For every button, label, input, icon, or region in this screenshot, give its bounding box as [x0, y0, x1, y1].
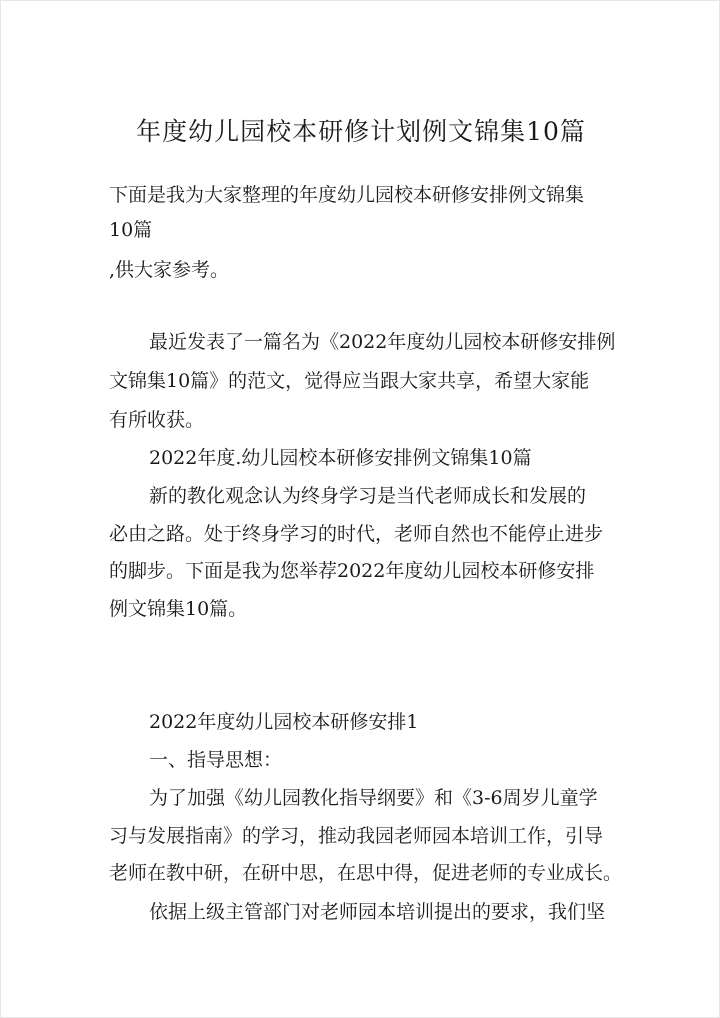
paragraph1-line-2: 文锦集10篇》的范文，觉得应当跟大家共享，希望大家能 [109, 370, 590, 392]
document-title: 年度幼儿园校本研修计划例文锦集10篇 [136, 117, 586, 146]
intro-line-2: 10篇 [109, 219, 153, 241]
intro-line-3: ,供大家参考。 [109, 259, 230, 281]
paragraph2-line-2: 必由之路。处于终身学习的时代，老师自然也不能停止进步 [109, 523, 604, 545]
paragraph3-line-1: 为了加强《幼儿园教化指导纲要》和《3-6周岁儿童学 [149, 787, 598, 809]
paragraph2-line-4: 例文锦集10篇。 [109, 598, 248, 620]
subtitle-line: 2022年度.幼儿园校本研修安排例文锦集10篇 [149, 447, 532, 469]
paragraph2-line-3: 的脚步。下面是我为您举荐2022年度幼儿园校本研修安排 [109, 560, 595, 582]
paragraph3-line-2: 习与发展指南》的学习，推动我园老师园本培训工作，引导 [109, 825, 604, 847]
section-point: 一、指导思想： [149, 749, 283, 771]
paragraph1-line-3: 有所收获。 [109, 409, 205, 431]
paragraph2-line-1: 新的教化观念认为终身学习是当代老师成长和发展的 [149, 485, 587, 507]
intro-line-1: 下面是我为大家整理的年度幼儿园校本研修安排例文锦集 [109, 184, 585, 206]
paragraph1-line-1: 最近发表了一篇名为《2022年度幼儿园校本研修安排例 [149, 331, 616, 353]
paragraph4-line-1: 依据上级主管部门对老师园本培训提出的要求，我们坚 [149, 901, 606, 923]
section-heading: 2022年度幼儿园校本研修安排1 [149, 711, 419, 733]
paragraph3-line-3: 老师在教中研，在研中思，在思中得，促进老师的专业成长。 [109, 862, 623, 884]
